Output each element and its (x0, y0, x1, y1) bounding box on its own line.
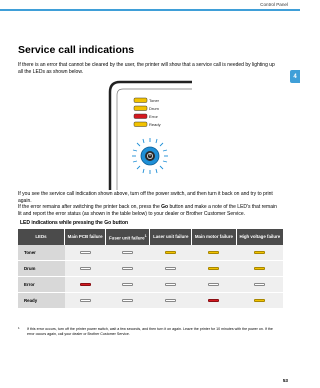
led-off-icon (165, 283, 176, 287)
led-state-cell (236, 245, 283, 261)
table-row (18, 277, 283, 293)
led-state-cell (192, 245, 237, 261)
row-label: Error (18, 277, 65, 293)
led-state-cell (236, 261, 283, 277)
control-panel-figure (108, 78, 192, 195)
row-label: Toner (18, 245, 65, 261)
report-text-before: If the error remains after switching the printer back on, press the (18, 204, 162, 210)
retry-paragraph: If you see the service call indication shown above, turn off the power switch, and then turn it back on and try to print again. (18, 191, 273, 205)
figure-led-ready (134, 122, 147, 127)
led-state-cell (106, 293, 150, 309)
figure-led-error (134, 114, 147, 119)
led-state-cell (106, 277, 150, 293)
table-row (18, 245, 283, 261)
go-keyword: Go (161, 204, 169, 210)
led-red-icon (208, 299, 219, 303)
led-yellow-icon (165, 251, 176, 255)
report-text-after: button and make a note of the LED's that remain lit and report the error status (as shown in the table below) to your dealer or Brother Customer Service. (18, 204, 277, 218)
footnote-mark: 1 (18, 326, 20, 330)
header-fuser-label: Fuser unit failure (108, 234, 145, 240)
figure-led-label: Ready (149, 122, 161, 127)
led-state-cell (192, 277, 237, 293)
row-label: Drum (18, 261, 65, 277)
page-number: 53 (282, 378, 288, 383)
led-state-cell (150, 245, 192, 261)
table-caption-suffix: button (111, 220, 129, 226)
led-off-icon (80, 267, 91, 271)
led-off-icon (80, 299, 91, 303)
header-high-voltage: High voltage failure (236, 229, 283, 245)
row-label: Ready (18, 293, 65, 309)
header-laser: Laser unit failure (150, 229, 192, 245)
section-title: Service call indications (18, 44, 135, 56)
led-yellow-icon (254, 267, 265, 271)
led-state-cell (65, 245, 106, 261)
led-off-icon (122, 299, 133, 303)
led-off-icon (122, 283, 133, 287)
running-title: Control Panel (260, 2, 288, 7)
led-off-icon (254, 283, 265, 287)
led-state-cell (150, 277, 192, 293)
header-rule (0, 9, 300, 11)
led-state-cell (65, 277, 106, 293)
go-button-icon (132, 138, 168, 174)
led-off-icon (165, 299, 176, 303)
table-body (18, 245, 283, 309)
led-yellow-icon (254, 299, 265, 303)
table-caption-go: Go (104, 220, 112, 226)
led-indications-table (18, 229, 283, 309)
led-off-icon (208, 283, 219, 287)
led-yellow-icon (208, 267, 219, 271)
table-row (18, 293, 283, 309)
led-state-cell (150, 293, 192, 309)
led-yellow-icon (254, 251, 265, 255)
led-state-cell (150, 261, 192, 277)
led-off-icon (122, 251, 133, 255)
figure-led-group (134, 98, 161, 127)
table-caption-prefix: LED indications while pressing the (20, 220, 105, 226)
led-yellow-icon (208, 251, 219, 255)
led-red-icon (80, 283, 91, 287)
led-state-cell (192, 293, 237, 309)
control-panel-illustration (108, 78, 192, 190)
figure-led-toner (134, 98, 147, 103)
footnote-ref: 1 (144, 233, 147, 238)
footnote-text: If this error occurs, turn off the printer power switch, wait a few seconds, and then turn it on again. Leave the printer for 10 minutes with the power on. If the error occurs again, call your dealer or Brother Customer Service. (27, 327, 273, 336)
led-off-icon (80, 251, 91, 255)
led-state-cell (65, 293, 106, 309)
led-off-icon (165, 267, 176, 271)
led-state-cell (106, 261, 150, 277)
figure-led-label: Drum (149, 106, 159, 111)
led-state-cell (236, 293, 283, 309)
report-paragraph (18, 204, 280, 219)
led-state-cell (106, 245, 150, 261)
table-row (18, 261, 283, 277)
led-state-cell (65, 261, 106, 277)
header-leds: LEDs (18, 229, 65, 245)
figure-led-label: Toner (149, 98, 160, 103)
footnote (18, 327, 280, 337)
intro-paragraph: If there is an error that cannot be cleared by the user, the printer will show that a service call is needed by lighting up all the LEDs as shown below. (18, 62, 275, 76)
figure-led-label: Error (149, 114, 158, 119)
led-state-cell (192, 261, 237, 277)
chapter-tab: 4 (290, 70, 300, 83)
table-caption (20, 220, 128, 226)
led-state-cell (236, 277, 283, 293)
header-main-motor: Main motor failure (192, 229, 237, 245)
header-main-pcb: Main PCB failure (65, 229, 106, 245)
led-off-icon (122, 267, 133, 271)
header-fuser (106, 229, 150, 245)
figure-led-drum (134, 106, 147, 111)
table-header-row (18, 229, 283, 245)
